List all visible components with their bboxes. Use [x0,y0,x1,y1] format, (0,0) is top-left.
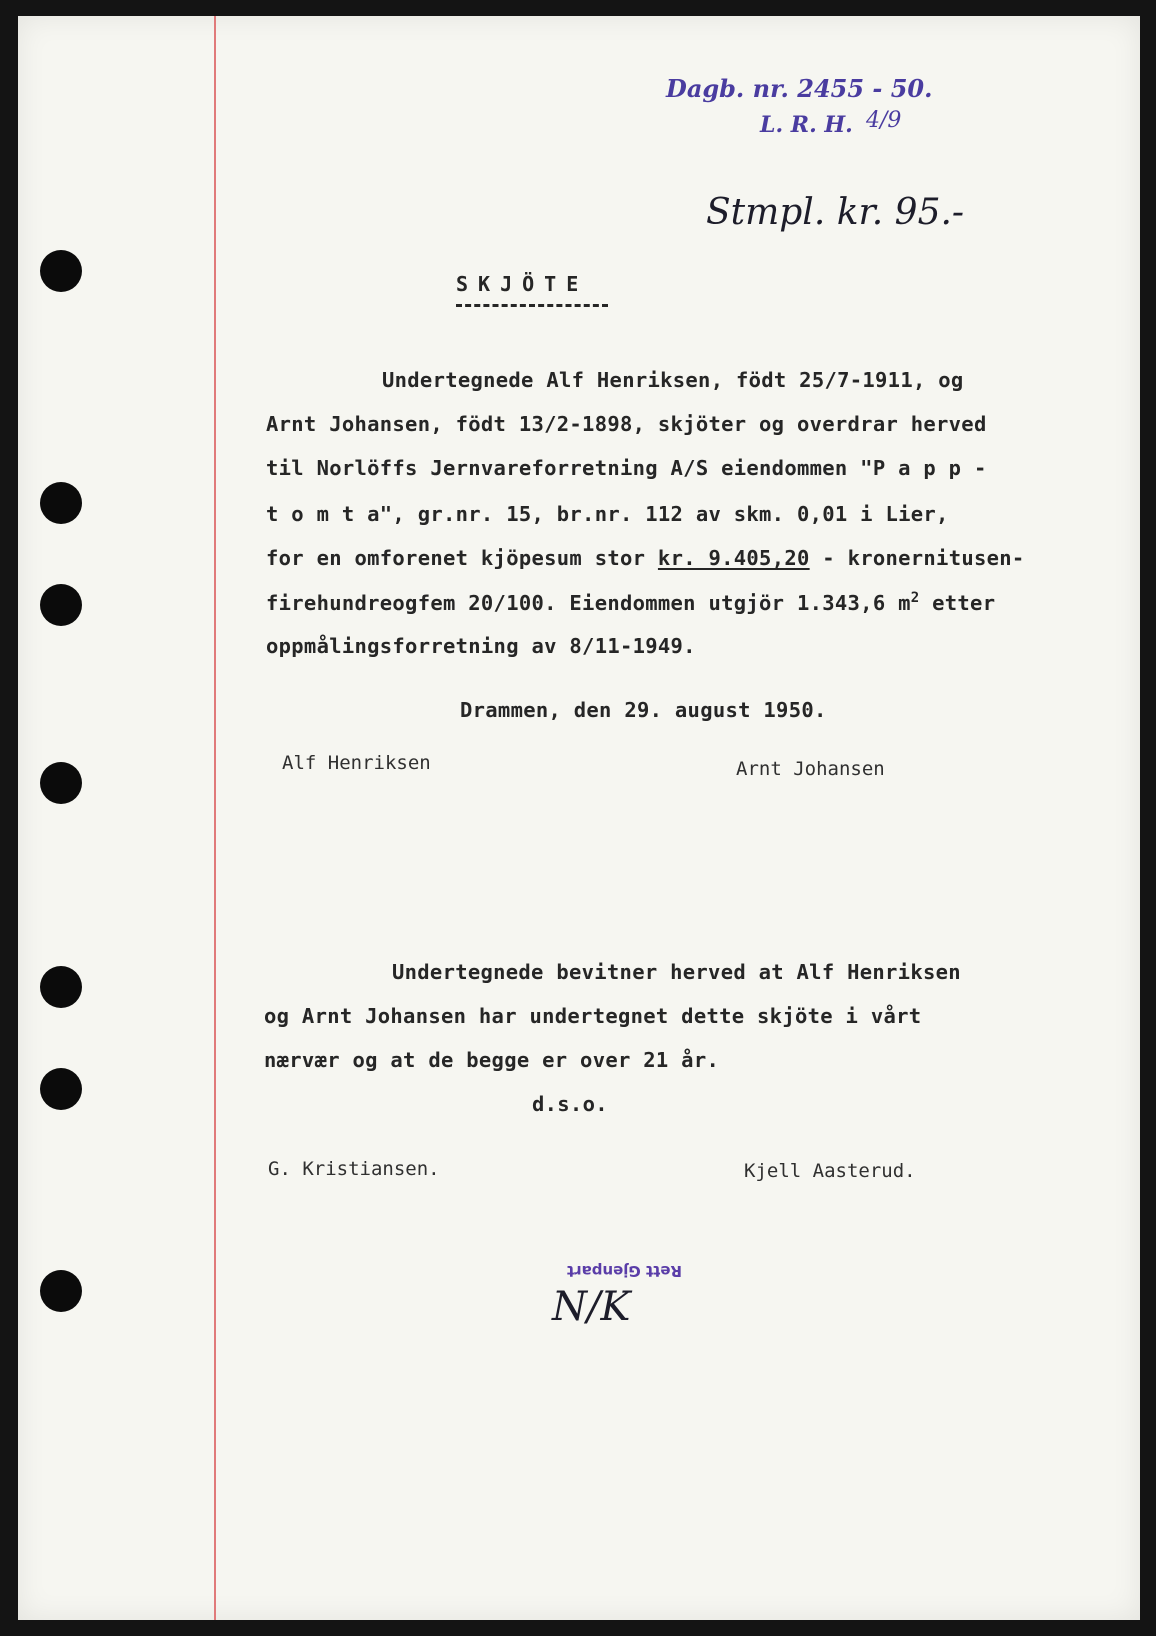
punch-hole [40,1270,82,1312]
punch-hole [40,966,82,1008]
place-date: Drammen, den 29. august 1950. [460,698,827,722]
date-note: 4/9 [866,108,902,133]
punch-hole [40,584,82,626]
para1-line [266,546,1025,570]
punch-hole [40,250,82,292]
para1-text: firehundreogfem 20/100. Eiendommen utgjör 1.343,6 m [266,590,911,615]
witness-name: G. Kristiansen. [268,1158,440,1180]
document-page [18,16,1140,1620]
document-title: SKJÖTE [456,272,589,296]
para1-line [266,590,995,615]
stamp-fee-note: Stmpl. kr. 95.- [706,192,965,233]
para2-line: og Arnt Johansen har undertegnet dette skjöte i vårt [264,1004,922,1028]
para1-text: - kronernitusen- [809,546,1025,570]
signer-name: Arnt Johansen [736,758,885,780]
dso: d.s.o. [532,1092,608,1116]
para1-line: oppmålingsforretning av 8/11-1949. [266,634,696,658]
copy-stamp: Rett Gjenpart [567,1262,683,1280]
para2-line: nærvær og at de begge er over 21 år. [264,1048,720,1072]
witness-name: Kjell Aasterud. [744,1160,916,1182]
para1-text: etter [919,590,996,615]
para2-line: Undertegnede bevitner herved at Alf Henriksen [392,960,961,984]
signer-name: Alf Henriksen [282,752,431,774]
para1-line: Arnt Johansen, födt 13/2-1898, skjöter og overdrar herved [266,412,987,436]
dagbok-number: Dagb. nr. 2455 - 50. [666,74,933,103]
handwritten-initials: N/K [552,1284,631,1330]
title-underline [456,304,608,307]
margin-line [214,16,216,1620]
clerk-initials: L. R. H. [760,112,853,138]
punch-hole [40,762,82,804]
superscript: 2 [910,590,920,606]
para1-line: til Norlöffs Jernvareforretning A/S eiendommen "P a p p - [266,456,987,480]
para1-line: Undertegnede Alf Henriksen, födt 25/7-1911, og [382,368,964,392]
punch-hole [40,482,82,524]
para1-text: for en omforenet kjöpesum stor [266,546,646,570]
para1-line: t o m t a", gr.nr. 15, br.nr. 112 av skm. 0,01 i Lier, [266,502,949,526]
purchase-price: kr. 9.405,20 [657,546,810,570]
punch-hole [40,1068,82,1110]
